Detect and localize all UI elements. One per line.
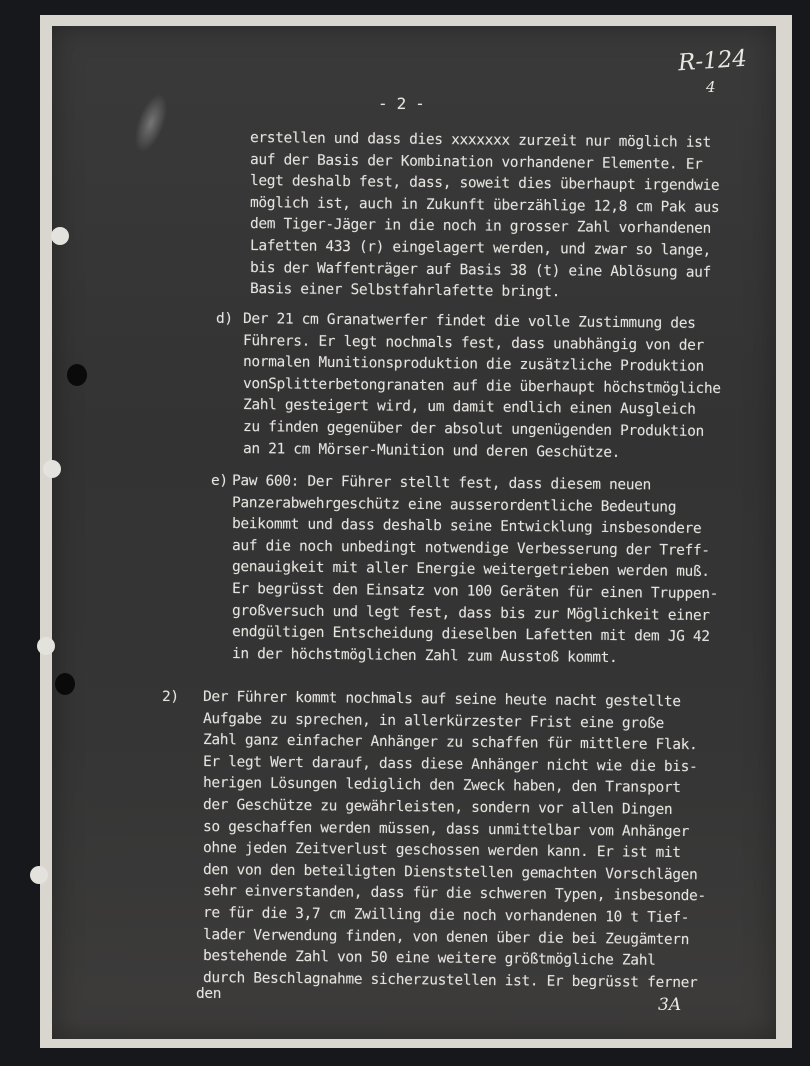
text-line: so geschaffen werden müssen, dass unmittelbar vom Anhänger <box>202 818 690 840</box>
handwritten-corner-mark: 3A <box>658 995 682 1015</box>
punch-hole <box>67 364 87 386</box>
item-marker: d) <box>216 311 233 327</box>
text-line: sehr einverstanden, dass für die schweren Typen, insbesonde- <box>202 883 706 905</box>
text-line: an 21 cm Mörser-Munition und deren Geschütze. <box>242 440 621 461</box>
text-line: auf der Basis der Kombination vorhandener Elemente. Er <box>249 151 703 173</box>
punch-hole <box>37 637 55 655</box>
text-line: vonSplitterbetongranaten auf die überhaupt höchstmögliche <box>242 375 721 397</box>
text-line: bis der Waffenträger auf Basis 38 (t) eine Ablösung auf <box>249 259 711 281</box>
handwritten-reference-sub: 4 <box>706 78 716 96</box>
text-line: den von den beteiligten Dienststellen gemachten Vorschlägen <box>202 861 698 883</box>
text-line: Der 21 cm Granatwerfer findet die volle Zustimmung des <box>242 311 696 332</box>
text-line: Lafetten 433 (r) eingelagert werden, und zwar so lange, <box>249 238 711 259</box>
text-line: Aufgabe zu sprechen, in allerkürzester Frist eine große <box>202 710 664 732</box>
text-line: genauigkeit mit aller Energie weitergetrieben werden muß. <box>231 559 710 581</box>
punch-hole <box>51 227 69 245</box>
page-number: - 2 - <box>378 94 425 113</box>
text-line: re für die 3,7 cm Zwilling die noch vorhandenen 10 t Tief- <box>202 905 690 927</box>
text-line: in der höchstmöglichen Zahl zum Ausstoß kommt. <box>231 645 618 666</box>
text-line: herigen Lösungen lediglich den Zweck haben, den Transport <box>202 775 681 797</box>
continuation-word: den <box>196 986 222 1002</box>
text-line: großversuch und legt fest, dass bis zur Möglichkeit einer <box>231 602 710 624</box>
text-line: auf die noch unbedingt notwendige Verbesserung der Treff- <box>231 537 710 559</box>
text-line: der Geschütze zu gewährleisten, sondern vor allen Dingen <box>202 797 673 818</box>
text-line: Er begrüsst den Einsatz von 100 Geräten für einen Truppen- <box>231 581 719 603</box>
text-line: Basis einer Selbstfahrlafette bringt. <box>249 281 561 301</box>
text-line: Er legt Wert darauf, dass diese Anhänger nicht wie die bis- <box>202 753 698 775</box>
handwritten-reference: R-124 <box>677 45 748 77</box>
punch-hole <box>43 460 61 478</box>
text-line: erstellen und dass dies xxxxxxx zurzeit nur möglich ist <box>249 130 711 151</box>
text-line: Zahl gesteigert wird, um damit endlich einen Ausgleich <box>242 397 696 419</box>
text-line: endgültigen Entscheidung dieselben Lafetten mit dem JG 42 <box>231 624 710 646</box>
text-line: Führers. Er legt nochmals fest, dass unabhängig von der <box>242 332 704 354</box>
text-line: beikommt und dass deshalb seine Entwicklung insbesondere <box>231 516 702 538</box>
text-line: lader Verwendung finden, von denen über die bei Zeugämtern <box>202 926 690 948</box>
text-line: möglich ist, auch in Zukunft überzählige 12,8 cm Pak aus <box>249 194 720 216</box>
item-marker: 2) <box>162 689 179 705</box>
punch-hole <box>55 673 75 695</box>
text-line: legt deshalb fest, dass, soweit dies überhaupt irgendwie <box>249 173 720 195</box>
text-line: dem Tiger-Jäger in die noch in grosser Zahl vorhandenen <box>249 216 711 238</box>
text-line: Der Führer kommt nochmals auf seine heute nacht gestellte <box>202 689 681 711</box>
text-line: Panzerabwehrgeschütz eine ausserordentliche Bedeutung <box>231 494 677 516</box>
text-line: Paw 600: Der Führer stellt fest, dass diesem neuen <box>231 473 652 494</box>
text-line: durch Beschlagnahme sicherzustellen ist. Er begrüsst ferner <box>202 969 698 991</box>
text-line: ohne jeden Zeitverlust geschossen werden kann. Er ist mit <box>202 840 681 862</box>
text-line: normalen Munitionsproduktion die zusätzliche Produktion <box>242 354 704 376</box>
text-line: zu finden gegenüber der absolut ungenügenden Produktion <box>242 419 704 440</box>
item-marker: e) <box>211 473 228 489</box>
text-line: bestehende Zahl von 50 eine weitere größtmögliche Zahl <box>202 948 656 969</box>
punch-hole <box>30 866 48 884</box>
text-line: Zahl ganz einfacher Anhänger zu schaffen für mittlere Flak. <box>202 732 698 754</box>
